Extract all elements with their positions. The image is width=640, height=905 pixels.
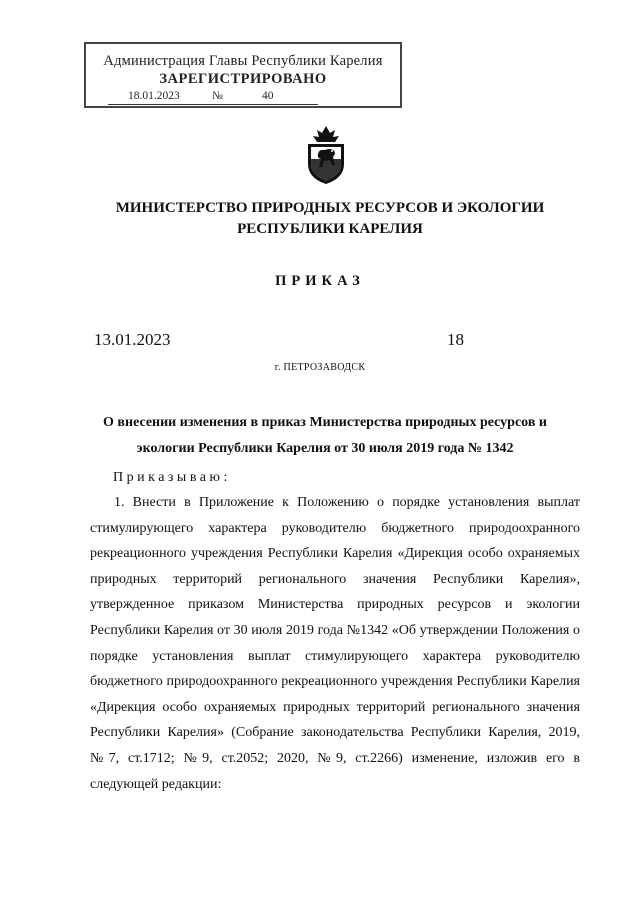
document-subject (90, 410, 560, 462)
document-city: г. ПЕТРОЗАВОДСК (274, 362, 366, 373)
stamp-registration-line (108, 90, 318, 105)
document-number: 18 (447, 330, 464, 349)
subject-line-2: экологии Республики Карелия от 30 июля 2019 года № 1342 (136, 441, 514, 456)
subject-line-1: О внесении изменения в приказ Министерства природных ресурсов и (103, 415, 547, 430)
stamp-date: 18.01.2023 (128, 90, 180, 102)
paragraph-1: 1. Внести в Приложение к Положению о порядке установления выплат стимулирующего характера руководителю бюджетного природоохранного рекреационного учреждения Республики Карелия «Дирекция особо охраняемых природных территорий регионального значения Республики Карелия», утвержденное приказом Министерства природных ресурсов и экологии Республики Карелия от 30 июля 2019 года №1342 «Об утверждении Положения о порядке установления выплат стимулирующего характера руководителю бюджетного природоохранного рекреационного учреждения Республики Карелия «Дирекция особо охраняемых природных территорий регионального значения Республики Карелия» (Собрание законодательства Республики Карелия, 2019, №7, ст.1712; №9, ст.2052; 2020, №9, ст.2266) изменение, изложив его в следующей редакции: (90, 495, 580, 792)
document-type: ПРИКАЗ (275, 273, 365, 289)
registration-stamp (84, 42, 402, 108)
stamp-number-label: № (212, 90, 223, 102)
stamp-registered: ЗАРЕГИСТРИРОВАНО (159, 71, 327, 87)
ministry-name (60, 198, 600, 240)
karelia-coat-of-arms-icon (302, 124, 350, 186)
ministry-line-1: МИНИСТЕРСТВО ПРИРОДНЫХ РЕСУРСОВ И ЭКОЛОГИИ (115, 200, 545, 216)
order-word: Приказываю: (113, 470, 231, 485)
stamp-authority: Администрация Главы Республики Карелия (103, 53, 383, 69)
document-date: 13.01.2023 (94, 330, 171, 349)
stamp-number: 40 (262, 90, 274, 102)
ministry-line-2: РЕСПУБЛИКИ КАРЕЛИЯ (237, 221, 423, 237)
